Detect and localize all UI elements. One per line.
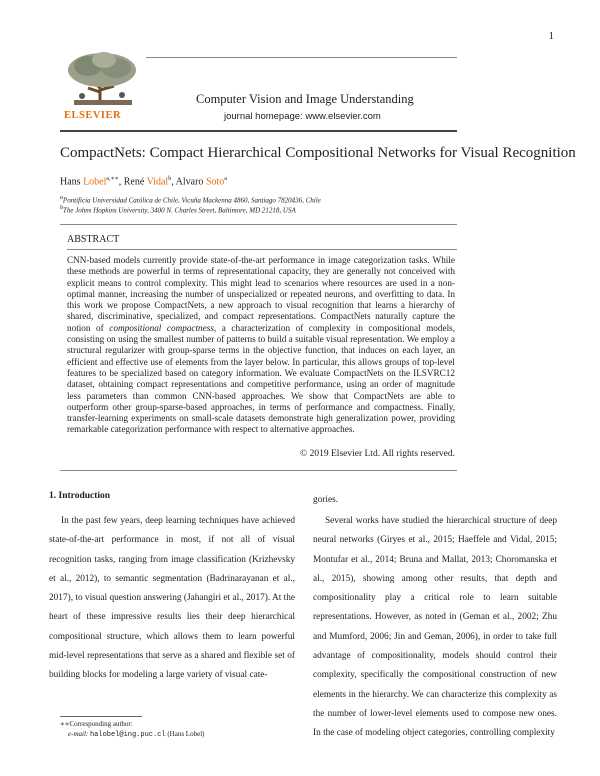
right-column-continuation: gories. — [313, 495, 339, 505]
affiliation-sup: a — [60, 195, 63, 201]
elsevier-tree-logo-icon — [60, 48, 146, 108]
abstract-top-rule — [60, 224, 457, 225]
paper-title: CompactNets: Compact Hierarchical Compositional Networks for Visual Recognition — [60, 145, 576, 161]
abstract-part: CNN-based models currently provide state-of-the-art performance in image categorization tasks. While these methods are powerful in terms of representational capacity, they are generally not conceived with explicit means to control complexity. This might lead to scenarios where resources are used in a non-optimal manner, increasing the number of unspecialized or repeated neurons, and overfitting to data. In this work we propose CompactNets, a new approach to visual recognition that learns a hierarchy of shared, discriminative, specialized, and compact representations. CompactNets naturally capture the notion of — [67, 255, 455, 333]
author-lobel: Lobel — [83, 176, 107, 188]
affiliation — [60, 195, 321, 204]
copyright-notice: © 2019 Elsevier Ltd. All rights reserved. — [300, 449, 455, 459]
journal-name: Computer Vision and Image Understanding — [196, 92, 414, 106]
author-vidal: Vidal — [146, 176, 169, 188]
publisher-name: ELSEVIER — [64, 110, 122, 121]
author-sup: b — [168, 176, 172, 182]
author-sup: a — [224, 176, 227, 182]
affiliation-sup: b — [60, 205, 63, 211]
author-list — [60, 175, 227, 187]
left-column-paragraph: In the past few years, deep learning techniques have achieved state-of-the-art performance in most, if not all of visual recognition tasks, ranging from image classification (Krizhevsky et al., 2012), to semantic segmentation (Badrinarayanan et al., 2017), to visual question answering (Jahangiri et al., 2017). At the heart of these impressive results lies their deep hierarchical compositional structure, which allows them to learn powerful mid-level representations that serve as a shared and flexible set of building blocks for modeling a large variety of visual cate- — [49, 516, 295, 681]
author-first-name: Hans — [60, 176, 84, 188]
page-number: 1 — [548, 30, 554, 42]
author-sup: a,∗∗ — [106, 176, 119, 182]
author-soto: Soto — [205, 176, 225, 188]
abstract-heading-rule — [67, 249, 457, 250]
header-bottom-rule — [60, 130, 457, 132]
abstract-emphasis: compositional compactness — [109, 322, 214, 333]
abstract-part: , a characterization of complexity in compositional models, consisting on using the smallest number of patterns to build a suitable visual representation. We employ a structural regularizer with group-sparse terms in the objective function, that induces on each layer, an efficient and effective use of elements from the layer below. In particular, this allows groups of top-level features to be specialized based on category information. We evaluate CompactNets on the ILSVRC12 dataset, obtaining compact representations and competitive performance, using an order of magnitude less parameters than common CNN-based approaches. We show that CompactNets are able to outperform other group-sparse-based approaches, in terms of performance and compactness. Finally, transfer-learning experiments on small-scale datasets demonstrate high generalization power, providing remarkable categorization performance with respect to alternative approaches. — [67, 322, 455, 435]
footnote-email-address: halobel@ing.puc.cl — [89, 731, 166, 739]
abstract-bottom-rule — [60, 470, 457, 471]
footnote-corresponding-author: ∗∗Corresponding author: — [60, 720, 133, 728]
affiliation-text: The Johns Hopkins University, 3400 N. Charles Street, Baltimore, MD 21218, USA — [62, 206, 296, 215]
section-heading-introduction: 1. Introduction — [49, 491, 111, 501]
author-separator: , René — [118, 176, 147, 188]
footnote-email — [68, 730, 204, 739]
footnote-rule — [60, 716, 142, 717]
author-separator: , Alvaro — [171, 176, 206, 188]
journal-homepage: journal homepage: www.elsevier.com — [224, 111, 381, 122]
abstract-text — [67, 255, 455, 436]
abstract-heading: ABSTRACT — [67, 234, 120, 245]
footnote-email-suffix: (Hans Lobel) — [165, 730, 205, 738]
affiliation-text: Pontificia Universidad Católica de Chile, Vicuña Mackenna 4860, Santiago 7820436, Chile — [62, 196, 321, 205]
footnote-email-label: e-mail: — [68, 730, 90, 738]
right-column-paragraph: Several works have studied the hierarchical structure of deep neural networks (Giryes et al., 2015; Haeffele and Vidal, 2015; Montufar et al., 2014; Bruna and Mallat, 2013; Choromanska et al., 2015), showing among other results, that depth and compositionality play a critical role to learn suitable representations. However, as noted in (Geman et al., 2002; Zhu and Mumford, 2006; Jin and Geman, 2006), in order to take full advantage of compositionality, models should control their complexity, specifically the compositional construction of new elements in the hierarchy. We can characterize this complexity as the number of lower-level elements used to compose new ones. In the case of modeling object categories, controlling complexity — [313, 516, 557, 739]
affiliation — [60, 205, 296, 214]
